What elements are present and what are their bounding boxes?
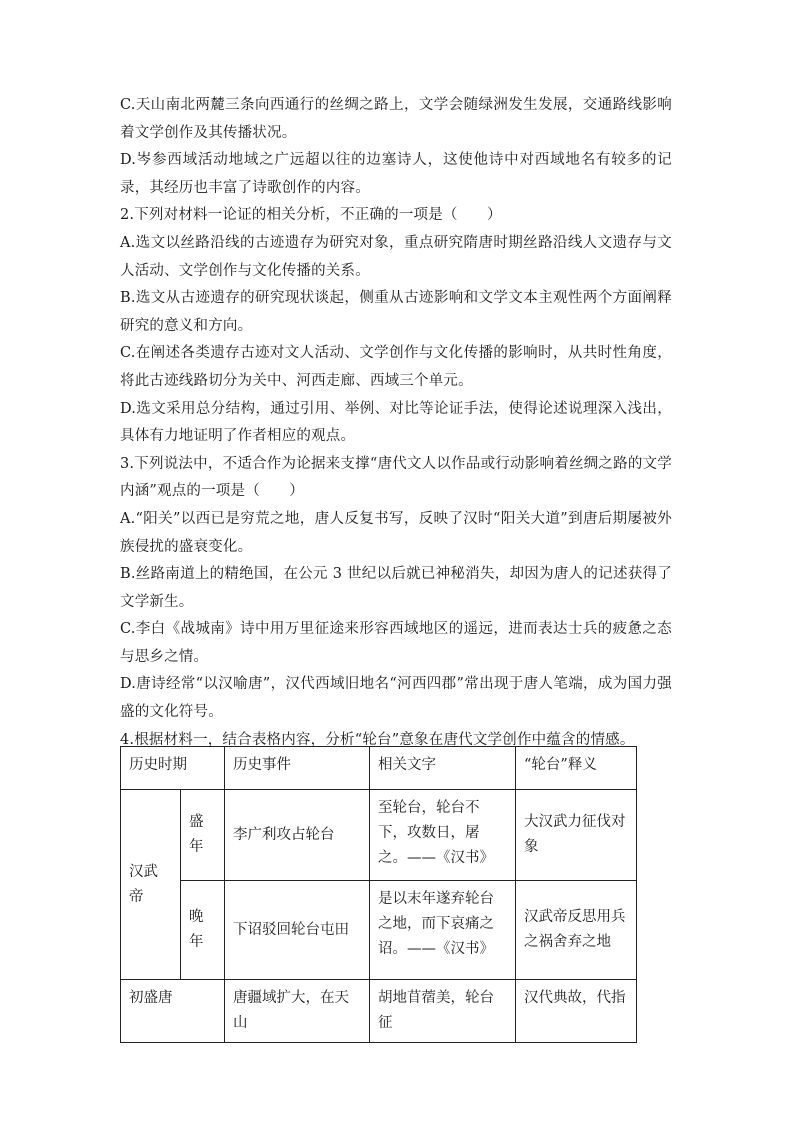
question-text <box>120 92 672 754</box>
question-3-stem: 3.下列说法中，不适合作为论据来支撑“唐代文人以作品或行动影响着丝绸之路的文学内涵”观点的一项是（ ） <box>120 455 672 500</box>
quote-cell: 至轮台，轮台不下，攻数日，屠之。——《汉书》 <box>370 790 516 881</box>
meaning-cell: 大汉武力征伐对象 <box>516 790 637 881</box>
sub-period-cell: 晚年 <box>181 881 225 980</box>
option-b-q3: B.丝路南道上的精绝国，在公元 3 世纪以后就已神秘消失，却因为唐人的记述获得了文学新生。 <box>120 566 672 610</box>
header-event: 历史事件 <box>225 747 370 790</box>
table-header-row <box>121 747 637 790</box>
option-b-q2: B.选文从古迹遗存的研究现状谈起，侧重从古迹影响和文学文本主观性两个方面阐释研究的意义和方向。 <box>120 290 672 334</box>
event-cell: 李广利攻占轮台 <box>225 790 370 881</box>
header-meaning: “轮台”释义 <box>516 747 637 790</box>
option-c-q2: C.在阐述各类遗存古迹对文人活动、文学创作与文化传播的影响时，从共时性角度，将此古迹线路切分为关中、河西走廊、西域三个单元。 <box>120 345 672 389</box>
header-text: 相关文字 <box>370 747 516 790</box>
question-2-stem: 2.下列对材料一论证的相关分析，不正确的一项是（ ） <box>120 207 502 224</box>
option-c-q3: C.李白《战城南》诗中用万里征途来形容西域地区的遥远，进而表达士兵的疲惫之态与思乡之情。 <box>120 621 672 665</box>
table-row <box>121 881 637 980</box>
table-row <box>121 980 637 1043</box>
table-row <box>121 790 637 881</box>
question-4-stem: 4.根据材料一，结合表格内容，分析“轮台”意象在唐代文学创作中蕴含的情感。 <box>120 731 635 748</box>
option-d-q1: D.岑参西域活动地域之广远超以往的边塞诗人，这使他诗中对西域地名有较多的记录，其经历也丰富了诗歌创作的内容。 <box>120 152 672 196</box>
luntai-table <box>120 746 637 1043</box>
option-d-q2: D.选文采用总分结构，通过引用、举例、对比等论证手法，使得论述说理深入浅出，具体有力地证明了作者相应的观点。 <box>120 400 672 445</box>
period-cell: 初盛唐 <box>121 980 225 1043</box>
option-a-q2: A.选文以丝路沿线的古迹遗存为研究对象，重点研究隋唐时期丝路沿线人文遗存与文人活动、文学创作与文化传播的关系。 <box>120 234 672 279</box>
event-cell: 下诏驳回轮台屯田 <box>225 881 370 980</box>
meaning-cell: 汉代典故，代指 <box>516 980 637 1043</box>
option-d-q3: D.唐诗经常“以汉喻唐”，汉代西域旧地名“河西四郡”常出现于唐人笔端，成为国力强盛的文化符号。 <box>120 676 672 721</box>
option-c-q1: C.天山南北两麓三条向西通行的丝绸之路上，文学会随绿洲发生发展，交通路线影响着文学创作及其传播状况。 <box>120 97 672 141</box>
group-cell-han-wudi: 汉武帝 <box>121 790 181 980</box>
sub-period-cell: 盛年 <box>181 790 225 881</box>
quote-cell: 胡地苜蓿美，轮台征 <box>370 980 516 1043</box>
meaning-cell: 汉武帝反思用兵之祸舍弃之地 <box>516 881 637 980</box>
event-cell: 唐疆域扩大，在天山 <box>225 980 370 1043</box>
header-period: 历史时期 <box>121 747 225 790</box>
option-a-q3: A.“阳关”以西已是穷荒之地，唐人反复书写，反映了汉时“阳关大道”到唐后期屡被外族侵扰的盛衰变化。 <box>120 510 672 555</box>
quote-cell: 是以末年遂弃轮台之地，而下哀痛之诏。——《汉书》 <box>370 881 516 980</box>
